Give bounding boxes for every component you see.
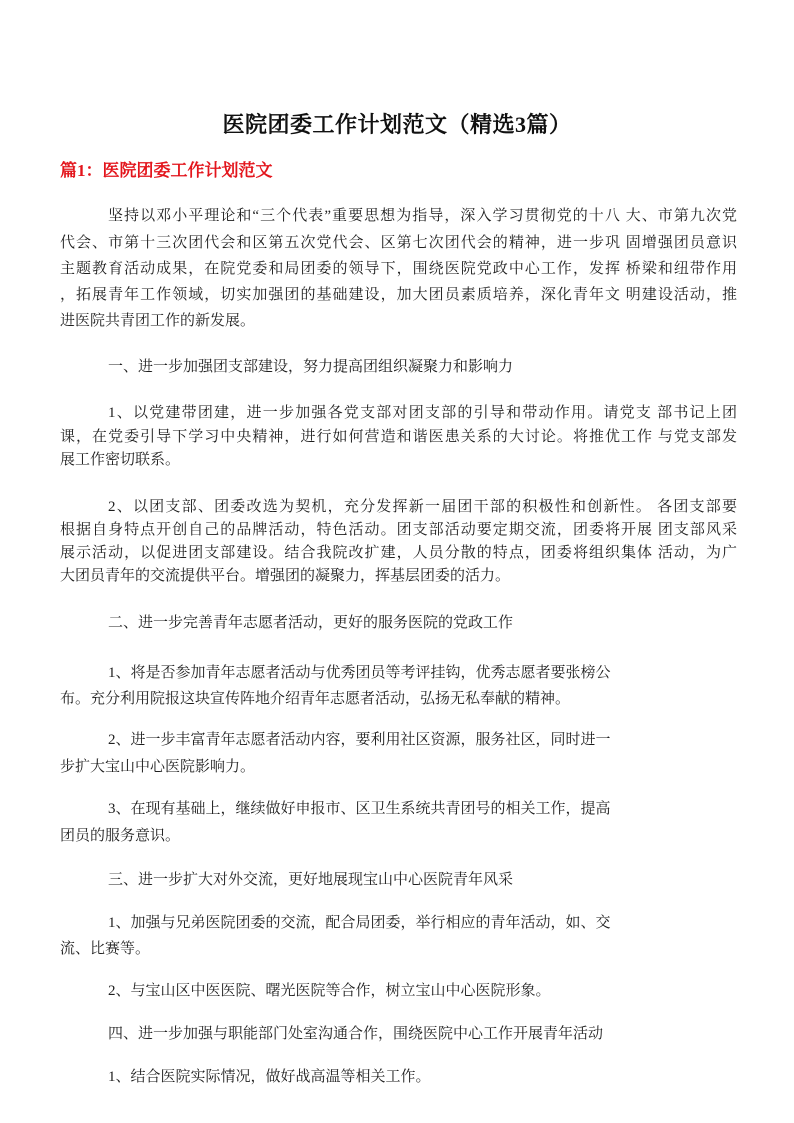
text-line: 步扩大宝山中心医院影响力。 bbox=[60, 759, 256, 775]
text-line: 展示活动，以促进团支部建设。结合我院改扩建，人员分散的特点，团委将组织集体 活动，为广 bbox=[60, 545, 737, 561]
text-line: 主题教育活动成果，在院党委和局团委的领导下，围绕医院党政中心工作，发挥 桥梁和纽带作用 bbox=[60, 261, 737, 277]
text-line: 流、比赛等。 bbox=[60, 941, 151, 957]
text-line: 大团员青年的交流提供平台。增强团的凝聚力，挥基层团委的活力。 bbox=[60, 568, 511, 584]
text-line: 团员的服务意识。 bbox=[60, 828, 181, 844]
text-line: ，拓展青年工作领域，切实加强团的基础建设，加大团员素质培养，深化青年文 明建设活动，推 bbox=[60, 287, 737, 303]
text-line: 1、加强与兄弟医院团委的交流，配合局团委，举行相应的青年活动，如、交 bbox=[108, 915, 611, 931]
section-title-2: 二、进一步完善青年志愿者活动，更好的服务医院的党政工作 bbox=[108, 615, 514, 631]
text-line: 代会、市第十三次团代会和区第五次党代会、区第七次团代会的精神，进一步巩 固增强团员意识 bbox=[60, 235, 737, 251]
document-title: 医院团委工作计划范文（精选3篇） bbox=[222, 112, 572, 137]
text-line: 1、将是否参加青年志愿者活动与优秀团员等考评挂钩，优秀志愿者要张榜公 bbox=[108, 665, 611, 681]
text-line: 布。充分利用院报这块宣传阵地介绍青年志愿者活动，弘扬无私奉献的精神。 bbox=[60, 691, 571, 707]
text-line: 展工作密切联系。 bbox=[60, 452, 181, 468]
section-title-3: 三、进一步扩大对外交流，更好地展现宝山中心医院青年风采 bbox=[108, 872, 514, 888]
text-line: 课，在党委引导下学习中央精神，进行如何营造和谐医患关系的大讨论。将推优工作 与党支部发 bbox=[60, 429, 737, 445]
section-title-4: 四、进一步加强与职能部门处室沟通合作，围绕医院中心工作开展青年活动 bbox=[108, 1026, 604, 1042]
text-line: 坚持以邓小平理论和“三个代表”重要思想为指导，深入学习贯彻党的十八 大、市第九次党 bbox=[108, 208, 737, 224]
text-line: 根据自身特点开创自己的品牌活动，特色活动。团支部活动要定期交流，团委将开展 团支部风采 bbox=[60, 522, 737, 538]
text-line: 3、在现有基础上，继续做好申报市、区卫生系统共青团号的相关工作，提高 bbox=[108, 801, 611, 817]
article-heading: 篇1：医院团委工作计划范文 bbox=[60, 161, 273, 180]
section3-item2: 2、与宝山区中医医院、曙光医院等合作，树立宝山中心医院形象。 bbox=[108, 983, 551, 999]
section4-item1: 1、结合医院实际情况，做好战高温等相关工作。 bbox=[108, 1069, 431, 1085]
text-line: 进医院共青团工作的新发展。 bbox=[60, 313, 256, 329]
text-line: 2、以团支部、团委改选为契机，充分发挥新一届团干部的积极性和创新性。 各团支部要 bbox=[108, 499, 737, 515]
text-line: 2、进一步丰富青年志愿者活动内容，要利用社区资源，服务社区，同时进一 bbox=[108, 732, 611, 748]
section-title-1: 一、进一步加强团支部建设，努力提高团组织凝聚力和影响力 bbox=[108, 359, 514, 375]
text-line: 1、以党建带团建，进一步加强各党支部对团支部的引导和带动作用。请党支 部书记上团 bbox=[108, 405, 737, 421]
